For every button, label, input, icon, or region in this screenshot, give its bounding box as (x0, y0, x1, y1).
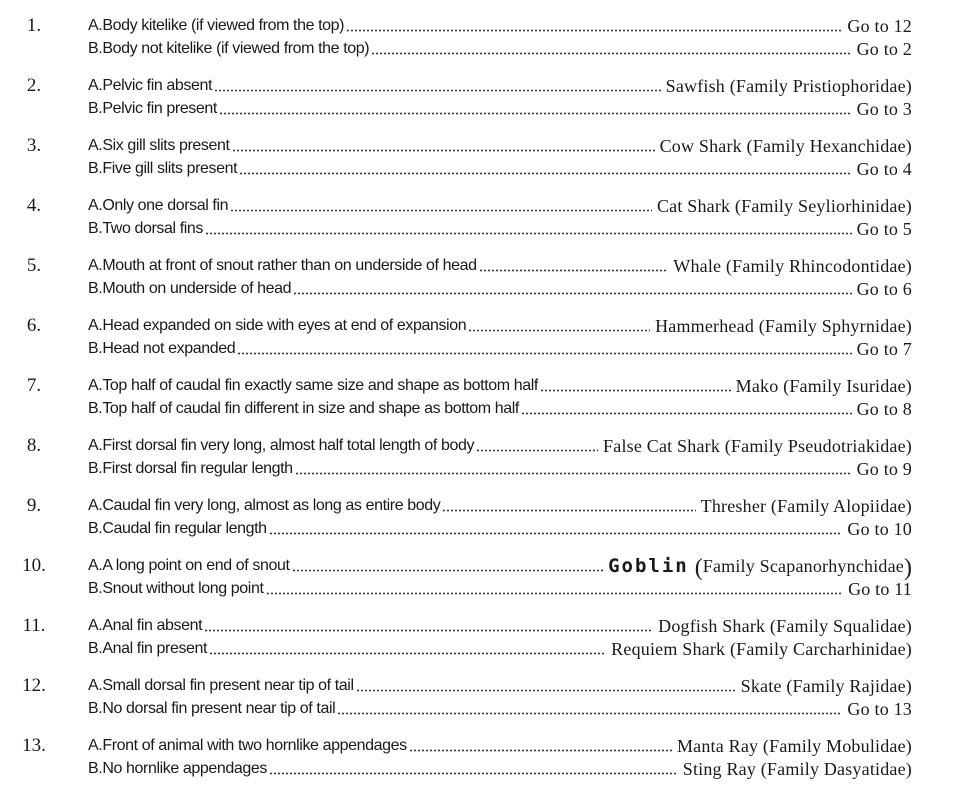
choice-a (88, 434, 912, 458)
choice-b-description: B.No dorsal fin present near tip of tail (88, 700, 336, 717)
choice-a-result: Mako (Family Isuridae) (735, 376, 912, 396)
choice-b (88, 37, 912, 61)
choice-b-description: B.Body not kitelike (if viewed from the top) (88, 40, 370, 57)
dot-leader (232, 149, 655, 152)
key-step-9 (0, 494, 960, 554)
step-number: 12. (22, 675, 46, 696)
choice-b (88, 397, 912, 421)
choice-b (88, 577, 912, 601)
choice-a-result: Skate (Family Rajidae) (740, 676, 912, 696)
step-number: 3. (26, 135, 42, 156)
choice-a-result: False Cat Shark (Family Pseudotriakidae) (603, 436, 912, 456)
choice-a (88, 614, 912, 638)
dot-leader (468, 329, 650, 332)
step-number: 5. (26, 255, 42, 276)
key-step-2 (0, 74, 960, 134)
dot-leader (269, 772, 678, 775)
choice-b (88, 637, 912, 661)
choice-b-description: B.Pelvic fin present (88, 100, 217, 117)
step-number: 11. (22, 615, 46, 636)
dot-leader (540, 389, 731, 392)
key-step-6 (0, 314, 960, 374)
choice-a-description: A.Front of animal with two hornlike appendages (88, 737, 407, 754)
choice-b-result: Go to 2 (856, 39, 912, 59)
choice-b (88, 337, 912, 361)
key-step-11 (0, 614, 960, 674)
dot-leader (479, 269, 669, 272)
choice-a-description: A.Small dorsal fin present near tip of tail (88, 677, 354, 694)
choice-a-result: Thresher (Family Alopiidae) (700, 496, 912, 516)
choice-b-result: Requiem Shark (Family Carcharhinidae) (611, 639, 912, 659)
dot-leader (269, 532, 843, 535)
key-step-1 (0, 14, 960, 74)
choice-b-description: B.First dorsal fin regular length (88, 460, 293, 477)
dot-leader (230, 209, 652, 212)
step-number: 4. (26, 195, 42, 216)
choice-b (88, 517, 912, 541)
choice-a-result: Hammerhead (Family Sphyrnidae) (655, 316, 912, 336)
step-number: 1. (26, 15, 42, 36)
dot-leader (337, 712, 842, 715)
dot-leader (239, 172, 851, 175)
choice-b-result: Go to 4 (856, 159, 912, 179)
choice-b-description: B.Mouth on underside of head (88, 280, 292, 297)
choice-b (88, 217, 912, 241)
dot-leader (293, 292, 851, 295)
choice-a (88, 74, 912, 98)
step-number: 7. (26, 375, 42, 396)
choice-b (88, 97, 912, 121)
dot-leader (521, 412, 852, 415)
choice-b-description: B.No hornlike appendages (88, 760, 267, 777)
choice-b (88, 277, 912, 301)
choice-b-description: B.Caudal fin regular length (88, 520, 267, 537)
dot-leader (476, 449, 598, 452)
handwritten-answer: Goblin (608, 555, 689, 577)
choice-b-description: B.Head not expanded (88, 340, 236, 357)
dot-leader (237, 352, 851, 355)
dot-leader (266, 592, 844, 595)
choice-b (88, 157, 912, 181)
key-step-13 (0, 734, 960, 794)
key-step-8 (0, 434, 960, 494)
choice-a-description: A.First dorsal fin very long, almost half total length of body (88, 437, 475, 454)
choice-a-description: A.Body kitelike (if viewed from the top) (88, 17, 345, 34)
dot-leader (371, 52, 851, 55)
choice-a-result: Whale (Family Rhincodontidae) (673, 256, 912, 276)
choice-a-result: Cat Shark (Family Seyliorhinidae) (656, 196, 912, 216)
choice-a (88, 674, 912, 698)
choice-b-result: Go to 8 (856, 399, 912, 419)
dot-leader (295, 472, 852, 475)
key-step-12 (0, 674, 960, 734)
step-number: 8. (26, 435, 42, 456)
choice-b-description: B.Five gill slits present (88, 160, 238, 177)
choice-b (88, 457, 912, 481)
choice-a (88, 494, 912, 518)
choice-a-description: A.Pelvic fin absent (88, 77, 213, 94)
choice-a (88, 734, 912, 758)
choice-a (88, 134, 912, 158)
dot-leader (292, 569, 604, 572)
choice-a (88, 194, 912, 218)
dot-leader (209, 652, 606, 655)
key-step-5 (0, 254, 960, 314)
dot-leader (409, 749, 672, 752)
choice-a-result: Family Scapanorhynchidae (702, 556, 904, 576)
dot-leader (219, 112, 852, 115)
choice-a (88, 314, 912, 338)
choice-a-description: A.Anal fin absent (88, 617, 203, 634)
choice-a (88, 374, 912, 398)
choice-b-result: Go to 10 (847, 519, 912, 539)
choice-b-result: Go to 6 (856, 279, 912, 299)
choice-a-description: A.Mouth at front of snout rather than on underside of head (88, 257, 477, 274)
choice-a-result: Manta Ray (Family Mobulidae) (676, 736, 912, 756)
step-number: 9. (26, 495, 42, 516)
choice-b-description: B.Anal fin present (88, 640, 208, 657)
choice-a-description: A.Caudal fin very long, almost as long as entire body (88, 497, 441, 514)
choice-a-result: Cow Shark (Family Hexanchidae) (659, 136, 912, 156)
key-step-3 (0, 134, 960, 194)
choice-a-result: Sawfish (Family Pristiophoridae) (665, 76, 912, 96)
dot-leader (214, 89, 661, 92)
choice-b-description: B.Two dorsal fins (88, 220, 204, 237)
step-number: 13. (22, 735, 46, 756)
dot-leader (205, 232, 852, 235)
step-number: 2. (26, 75, 42, 96)
choice-a (88, 554, 912, 581)
choice-a (88, 14, 912, 38)
choice-a (88, 254, 912, 278)
choice-b-result: Go to 3 (856, 99, 912, 119)
key-step-10 (0, 554, 960, 614)
choice-b-result: Go to 9 (856, 459, 912, 479)
close-paren: ) (904, 555, 912, 581)
choice-b-result: Go to 5 (856, 219, 912, 239)
dot-leader (346, 29, 842, 32)
dot-leader (204, 629, 653, 632)
choice-a-result: Dogfish Shark (Family Squalidae) (658, 616, 912, 636)
choice-a-description: A.Six gill slits present (88, 137, 230, 154)
choice-b-description: B.Top half of caudal fin different in size and shape as bottom half (88, 400, 519, 417)
choice-b-description: B.Snout without long point (88, 580, 264, 597)
step-number: 6. (26, 315, 42, 336)
choice-b (88, 757, 912, 781)
choice-b-result: Go to 13 (847, 699, 912, 719)
dot-leader (356, 689, 736, 692)
choice-b-result: Go to 11 (848, 579, 912, 599)
choice-b (88, 697, 912, 721)
dot-leader (442, 509, 695, 512)
step-number: 10. (22, 555, 46, 576)
open-paren: ( (694, 555, 703, 581)
choice-a-description: A.Top half of caudal fin exactly same size and shape as bottom half (88, 377, 538, 394)
choice-a-result: Go to 12 (847, 16, 912, 36)
key-step-4 (0, 194, 960, 254)
choice-b-result: Go to 7 (856, 339, 912, 359)
choice-b-result: Sting Ray (Family Dasyatidae) (682, 759, 912, 779)
key-step-7 (0, 374, 960, 434)
choice-a-description: A.Only one dorsal fin (88, 197, 229, 214)
choice-a-description: A.Head expanded on side with eyes at end of expansion (88, 317, 467, 334)
choice-a-description: A.A long point on end of snout (88, 557, 290, 574)
